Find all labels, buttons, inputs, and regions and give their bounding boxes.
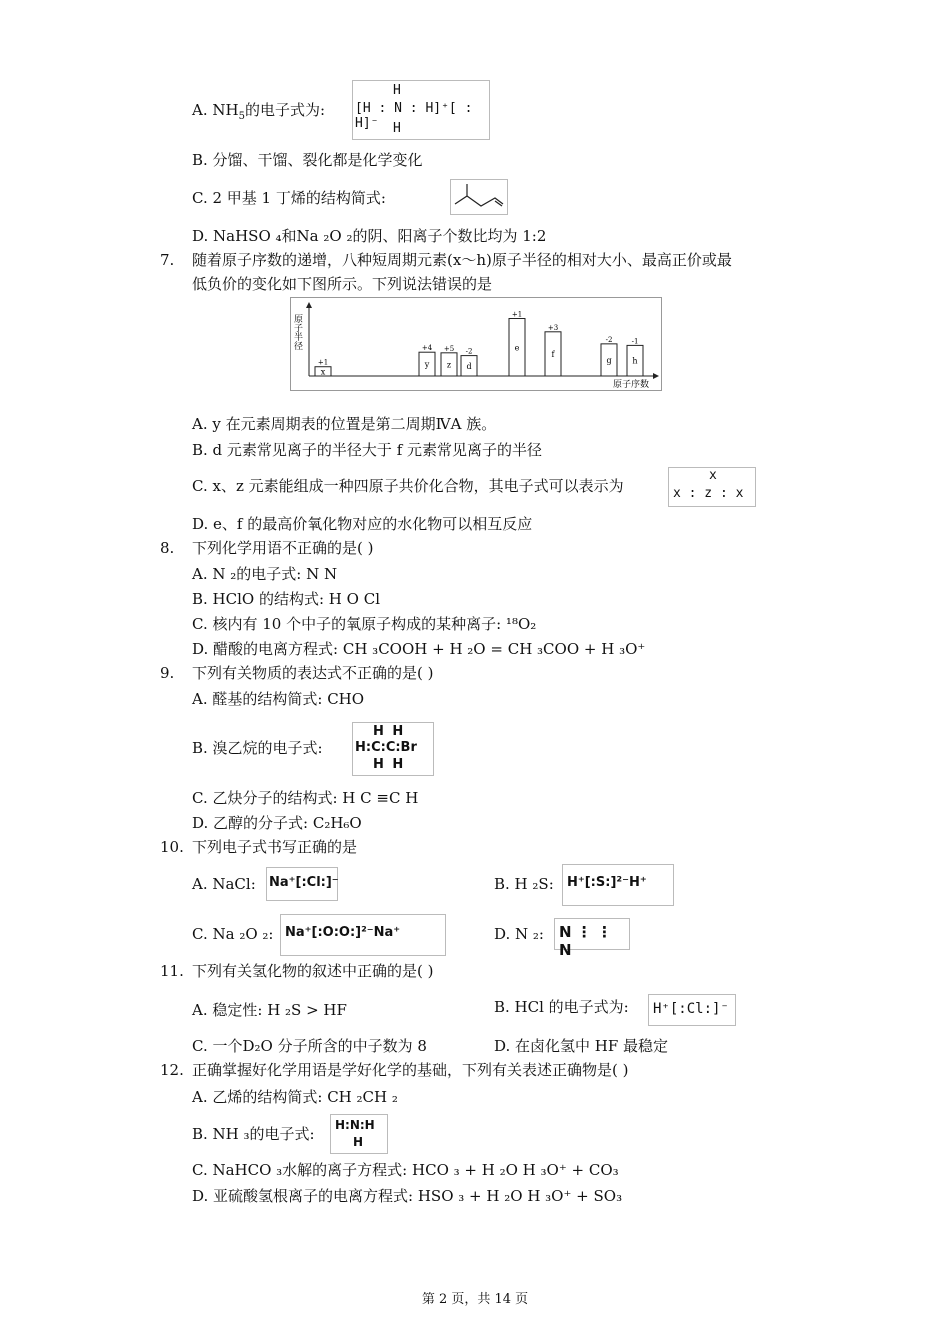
- hcl-electron-formula-image: [648, 994, 736, 1026]
- q12-option-c: C. NaHCO ₃水解的离子方程式: HCO ₃ + H ₂O H ₃O⁺ + CO₃: [192, 1161, 619, 1179]
- q10-option-b: B. H ₂S:: [494, 875, 554, 893]
- formula: H:N:H: [335, 1118, 375, 1132]
- q7-number: 7.: [160, 251, 175, 269]
- valence-label-d: -2: [465, 347, 473, 356]
- q8-option-b: B. HClO 的结构式: H O Cl: [192, 590, 380, 608]
- q6-option-d: D. NaHSO ₄和Na ₂O ₂的阴、阳离子个数比均为 1:2: [192, 227, 547, 245]
- valence-label-z: +5: [443, 344, 455, 353]
- q11-option-a: A. 稳定性: H ₂S > HF: [192, 1001, 347, 1019]
- q11-stem: 下列有关氢化物的叙述中正确的是( ): [192, 962, 434, 980]
- atomic-radius-chart: [290, 297, 662, 391]
- q12-number: 12.: [160, 1061, 184, 1079]
- valence-label-e: +1: [511, 310, 523, 319]
- bar-label-x: x: [320, 367, 326, 377]
- formula-bottom-h: H: [353, 1135, 364, 1149]
- formula-main: [H : N : H]⁺[ : H]⁻: [355, 101, 473, 131]
- y-axis-label: 原子半径: [292, 314, 302, 350]
- bar-label-d: d: [466, 361, 472, 371]
- formula-top-x: x: [709, 468, 717, 483]
- q6-option-a-tail: 的电子式为:: [244, 101, 326, 119]
- q10-option-a: A. NaCl:: [192, 875, 256, 893]
- formula: N ⋮ ⋮ N: [559, 923, 612, 959]
- q11-number: 11.: [160, 962, 184, 980]
- q10-option-c: C. Na ₂O ₂:: [192, 925, 274, 943]
- q12-stem: 正确掌握好化学用语是学好化学的基础，下列有关表述正确物是( ): [192, 1061, 629, 1079]
- nh5-electron-formula-image: [352, 80, 490, 140]
- valence-label-g: -2: [605, 335, 613, 344]
- q9-option-a: A. 醛基的结构简式: CHO: [192, 690, 365, 708]
- chart-svg: [291, 298, 661, 390]
- nh3-electron-formula-image: [330, 1114, 388, 1154]
- q6-option-a: [192, 100, 325, 127]
- q7-stem-line1: 随着原子序数的递增，八种短周期元素(x～h)原子半径的相对大小、最高正价或最: [192, 251, 732, 269]
- skeletal-formula-icon: [451, 180, 507, 214]
- bar-label-z: z: [446, 360, 452, 370]
- bar-label-h: h: [632, 356, 638, 366]
- valence-label-x: +1: [317, 358, 329, 367]
- q12-option-b: B. NH ₃的电子式:: [192, 1125, 315, 1143]
- q7-option-a: A. y 在元素周期表的位置是第二周期ⅣA 族。: [192, 415, 497, 433]
- bromoethane-electron-formula-image: [352, 722, 434, 776]
- formula: Na⁺[:Cl:]⁻: [269, 875, 339, 890]
- q9-option-b: B. 溴乙烷的电子式:: [192, 739, 323, 757]
- formula: H⁺[:Cl:]⁻: [653, 1001, 729, 1017]
- butene-skeleton-image: [450, 179, 508, 215]
- n2-electron-formula-image: [554, 918, 630, 959]
- page-footer: 第 2 页，共 14 页: [421, 1292, 529, 1307]
- valence-label-h: -1: [631, 337, 639, 346]
- formula: Na⁺[:O:O:]²⁻Na⁺: [285, 925, 401, 940]
- bar-label-e: e: [514, 343, 520, 353]
- q9-option-c: C. 乙炔分子的结构式: H C ≡C H: [192, 789, 419, 807]
- q11-option-b: B. HCl 的电子式为:: [494, 998, 629, 1016]
- q8-option-c: C. 核内有 10 个中子的氧原子构成的某种离子: ¹⁸O₂: [192, 615, 537, 633]
- bar-label-f: f: [551, 349, 555, 359]
- x-axis-label: 原子序数: [613, 380, 650, 390]
- valence-label-y: +4: [421, 344, 433, 353]
- formula-row-2: H:C:C:Br: [355, 740, 417, 755]
- q7-option-d: D. e、f 的最高价氧化物对应的水化物可以相互反应: [192, 515, 533, 533]
- q8-option-d: D. 醋酸的电离方程式: CH ₃COOH + H ₂O = CH ₃COO + H ₃O⁺: [192, 640, 646, 658]
- q12-option-d: D. 亚硫酸氢根离子的电离方程式: HSO ₃ + H ₂O H ₃O⁺ + SO₃: [192, 1187, 623, 1205]
- formula-row-1: H H: [373, 724, 406, 739]
- q11-option-c: C. 一个D₂O 分子所含的中子数为 8: [192, 1037, 427, 1055]
- q7-option-c: C. x、z 元素能组成一种四原子共价化合物，其电子式可以表示为: [192, 477, 624, 495]
- q7-option-b: B. d 元素常见离子的半径大于 f 元素常见离子的半径: [192, 441, 543, 459]
- xzx-electron-formula-image: [668, 467, 756, 507]
- nacl-electron-formula-image: [266, 867, 338, 901]
- h2s-electron-formula-image: [562, 864, 674, 906]
- q6-option-a-sub: 5: [238, 111, 245, 122]
- formula-bottom-h: H: [393, 121, 401, 136]
- q8-option-a: A. N ₂的电子式: N N: [192, 565, 338, 583]
- q10-option-d: D. N ₂:: [494, 925, 544, 943]
- q8-stem: 下列化学用语不正确的是( ): [192, 539, 374, 557]
- q6-option-b: B. 分馏、干馏、裂化都是化学变化: [192, 151, 423, 169]
- q9-option-d: D. 乙醇的分子式: C₂H₆O: [192, 814, 362, 832]
- formula-main: x : z : x: [673, 486, 744, 501]
- bar-label-y: y: [424, 360, 430, 370]
- formula-row-3: H H: [373, 757, 406, 772]
- q10-number: 10.: [160, 838, 184, 856]
- formula: H⁺[:S:]²⁻H⁺: [567, 875, 647, 890]
- q12-option-a: A. 乙烯的结构简式: CH ₂CH ₂: [192, 1088, 398, 1106]
- bar-label-g: g: [606, 355, 612, 365]
- na2o2-electron-formula-image: [280, 914, 446, 956]
- q7-stem-line2: 低负价的变化如下图所示。下列说法错误的是: [192, 275, 493, 293]
- q10-stem: 下列电子式书写正确的是: [192, 838, 358, 856]
- q8-number: 8.: [160, 539, 175, 557]
- q11-option-d: D. 在卤化氢中 HF 最稳定: [494, 1037, 669, 1055]
- q9-number: 9.: [160, 664, 175, 682]
- q9-stem: 下列有关物质的表达式不正确的是( ): [192, 664, 434, 682]
- valence-label-f: +3: [547, 323, 559, 332]
- q6-option-c: C. 2 甲基 1 丁烯的结构简式:: [192, 189, 386, 207]
- q6-option-a-text: A. NH: [192, 101, 239, 119]
- formula-top-h: H: [393, 83, 401, 98]
